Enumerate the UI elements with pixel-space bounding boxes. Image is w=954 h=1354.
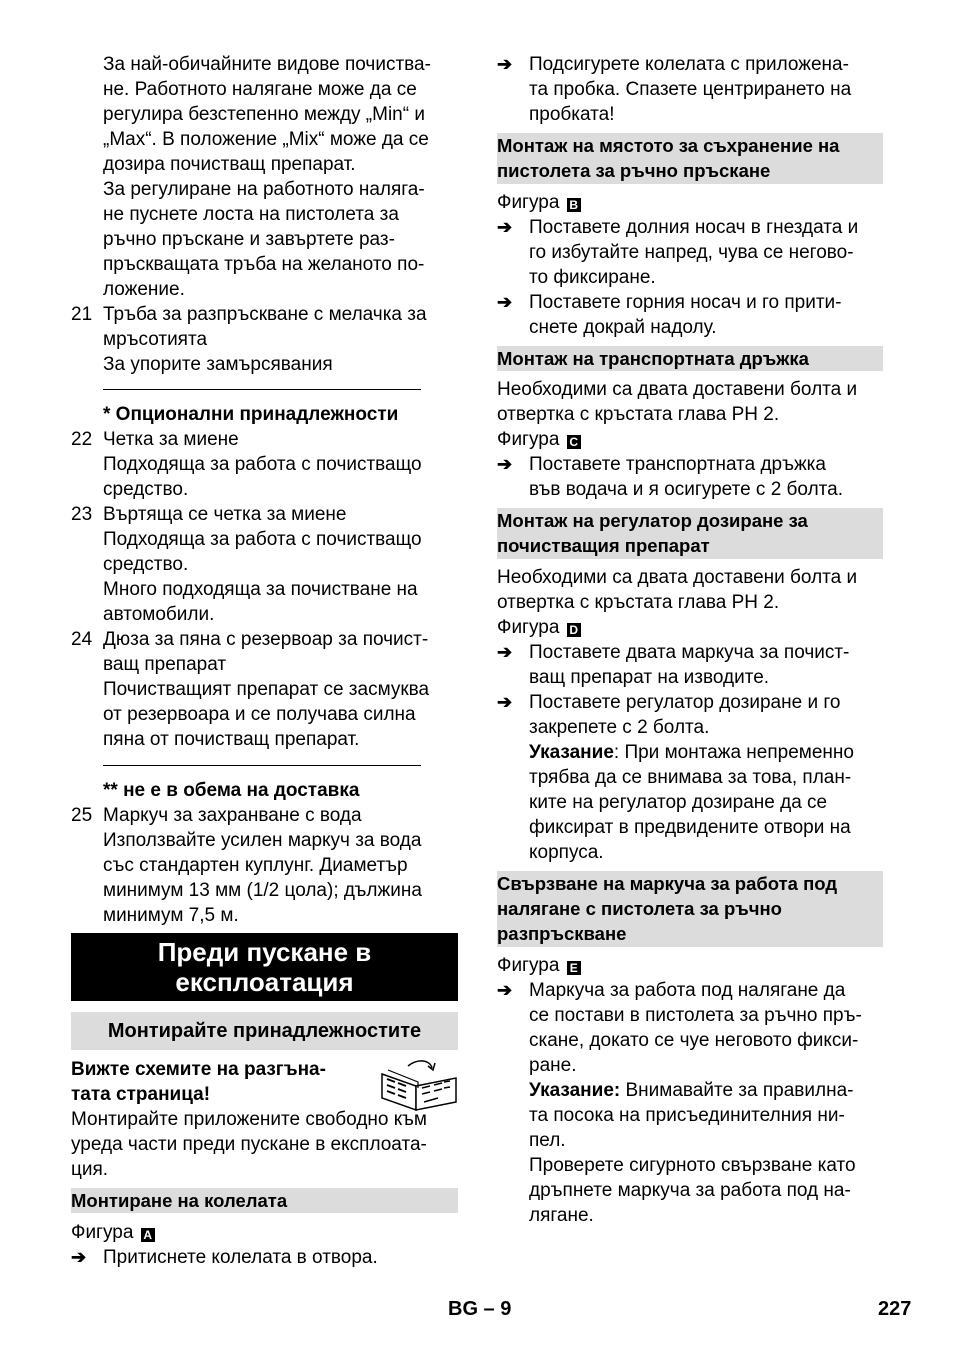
arrow-icon: ➔	[71, 1247, 87, 1267]
figure-d-label: Фигура D	[497, 615, 581, 640]
handle-heading: Монтаж на транспортната дръжка	[497, 348, 809, 369]
item-text: Подходяща за работа с почистващо	[103, 454, 422, 475]
item-text: Въртяща се четка за миене	[103, 504, 347, 525]
see-diagrams-text: Вижте схемите на разгъна-	[71, 1059, 326, 1080]
text-line: Маркуча за работа под налягане да	[529, 980, 846, 1001]
subsection-heading: Монтирайте принадлежностите	[71, 1012, 458, 1050]
text-line: ране.	[529, 1055, 577, 1076]
item-number: 25	[71, 805, 93, 826]
item-text: За упорите замърсявания	[103, 354, 333, 375]
text-line: Поставете долния носач в гнездата и	[529, 217, 859, 238]
text-line: ващ препарат на изводите.	[529, 667, 770, 688]
text-line: Поставете горния носач и го прити-	[529, 292, 842, 313]
text-line: пробката!	[529, 104, 615, 125]
divider	[103, 389, 421, 390]
page-number: 227	[878, 1298, 912, 1320]
optional-accessories-title: * Опционални принадлежности	[103, 404, 399, 425]
text-line: Подсигурете колелата с приложена-	[529, 54, 849, 75]
wheels-step: Притиснете колелата в отвора.	[103, 1247, 378, 1268]
text-line: ция.	[71, 1159, 109, 1180]
item-text: със стандартен куплунг. Диаметър	[103, 855, 408, 876]
text-line: се постави в пистолета за ръчно пръ-	[529, 1005, 862, 1026]
text-line: скане, докато се чуе неговото фикси-	[529, 1030, 859, 1051]
text-line: не. Работното налягане може да се	[103, 79, 417, 100]
figure-a-badge: A	[141, 1228, 155, 1242]
text-line: уреда части преди пускане в експлоата-	[71, 1134, 427, 1155]
text-line: закрепете с 2 болта.	[529, 717, 710, 738]
text-line: трябва да се внимава за това, план-	[529, 767, 852, 788]
text-line: Поставете двата маркуча за почист-	[529, 642, 850, 663]
item-text: автомобили.	[103, 604, 215, 625]
item-text: Почистващият препарат се засмуква	[103, 679, 430, 700]
text-line: ръчно пръскане и завъртете раз-	[103, 229, 395, 250]
figure-b-label: Фигура B	[497, 190, 581, 215]
dosing-heading: Монтаж на регулатор дозиране за	[497, 510, 808, 531]
dosing-heading: почистващия препарат	[497, 535, 710, 556]
figure-a-label: Фигура A	[71, 1220, 155, 1245]
item-text: средство.	[103, 554, 189, 575]
figure-c-badge: C	[567, 435, 581, 449]
open-book-icon	[378, 1060, 460, 1112]
figure-e-badge: E	[567, 961, 581, 975]
item-text: Тръба за разпръскване с мелачка за	[103, 304, 427, 325]
text-line: не пуснете лоста на пистолета за	[103, 204, 399, 225]
item-text: Използвайте усилен маркуч за вода	[103, 830, 422, 851]
text-line: то фиксиране.	[529, 267, 656, 288]
text-line: дозира почистващ препарат.	[103, 154, 356, 175]
wheels-heading: Монтиране на колелата	[71, 1190, 288, 1211]
text-line: та посока на присъединителния ни-	[529, 1105, 845, 1126]
not-included-title: ** не е в обема на доставка	[103, 780, 360, 801]
text-line: снете докрай надолу.	[529, 317, 717, 338]
text-line: Необходими са двата доставени болта и	[497, 567, 858, 588]
text-line: корпуса.	[529, 842, 604, 863]
item-text: Подходяща за работа с почистващо	[103, 529, 422, 550]
text-line: За най-обичайните видове почиства-	[103, 54, 431, 75]
text-line: Проверете сигурното свързване като	[529, 1155, 856, 1176]
arrow-icon: ➔	[497, 454, 513, 474]
figure-b-badge: B	[567, 198, 581, 212]
storage-heading: пистолета за ръчно пръскане	[497, 160, 771, 181]
arrow-icon: ➔	[497, 217, 513, 237]
item-text: Дюза за пяна с резервоар за почист-	[103, 629, 429, 650]
storage-heading: Монтаж на мястото за съхранение на	[497, 135, 840, 156]
item-number: 24	[71, 629, 93, 650]
text-line: отвертка с кръстата глава PH 2.	[497, 404, 780, 425]
figure-e-label: Фигура E	[497, 953, 581, 978]
text-line: пел.	[529, 1130, 566, 1151]
text-line: отвертка с кръстата глава PH 2.	[497, 592, 780, 613]
text-line: За регулиране на работното наляга-	[103, 179, 425, 200]
arrow-icon: ➔	[497, 642, 513, 662]
item-number: 21	[71, 304, 93, 325]
item-number: 23	[71, 504, 93, 525]
text-line: Необходими са двата доставени болта и	[497, 379, 858, 400]
item-text: ващ препарат	[103, 654, 227, 675]
item-text: Четка за миене	[103, 429, 239, 450]
footer-section-label: BG – 9	[448, 1298, 512, 1320]
item-text: средство.	[103, 479, 189, 500]
item-text: минимум 7,5 м.	[103, 905, 239, 926]
item-text: от резервоара и се получава силна	[103, 704, 416, 725]
text-line: ложение.	[103, 279, 185, 300]
text-line: пръскващата тръба на желаното по-	[103, 254, 425, 275]
item-text: пяна от почистващ препарат.	[103, 729, 360, 750]
hose-note: Указание: Внимавайте за правилна-	[529, 1080, 854, 1101]
item-text: Много подходяща за почистване на	[103, 579, 418, 600]
text-line: та пробка. Спазете центрирането на	[529, 79, 852, 100]
text-line: във водача и я осигурете с 2 болта.	[529, 479, 843, 500]
arrow-icon: ➔	[497, 980, 513, 1000]
arrow-icon: ➔	[497, 292, 513, 312]
item-text: минимум 13 мм (1/2 цола); дължина	[103, 880, 422, 901]
text-line: фиксират в предвидените отвори на	[529, 817, 851, 838]
see-diagrams-text: тата страница!	[71, 1084, 211, 1105]
text-line: ките на регулатор дозиране да се	[529, 792, 828, 813]
hose-heading-line: налягане с пистолета за ръчно	[497, 898, 782, 919]
text-line: Монтирайте приложените свободно към	[71, 1109, 427, 1130]
arrow-icon: ➔	[497, 54, 513, 74]
text-line: „Max“. В положение „Mix“ може да се	[103, 129, 429, 150]
text-line: лягане.	[529, 1205, 594, 1226]
hose-heading-line: Свързване на маркуча за работа под	[497, 873, 838, 894]
text-line: Поставете регулатор дозиране и го	[529, 692, 841, 713]
arrow-icon: ➔	[497, 692, 513, 712]
text-line: регулира безстепенно между „Min“ и	[103, 104, 425, 125]
figure-c-label: Фигура C	[497, 427, 581, 452]
text-line: дръпнете маркуча за работа под на-	[529, 1180, 851, 1201]
dosing-note: Указание: При монтажа непременно	[529, 742, 854, 763]
hose-heading-line: разпръскване	[497, 923, 627, 944]
figure-d-badge: D	[567, 623, 581, 637]
text-line: го избутайте напред, чува се негово-	[529, 242, 854, 263]
item-text: Маркуч за захранване с вода	[103, 805, 362, 826]
text-line: Поставете транспортната дръжка	[529, 454, 826, 475]
item-text: мръсотията	[103, 329, 208, 350]
divider	[103, 765, 421, 766]
section-heading: Преди пускане в експлоатация	[71, 933, 458, 1001]
item-number: 22	[71, 429, 93, 450]
